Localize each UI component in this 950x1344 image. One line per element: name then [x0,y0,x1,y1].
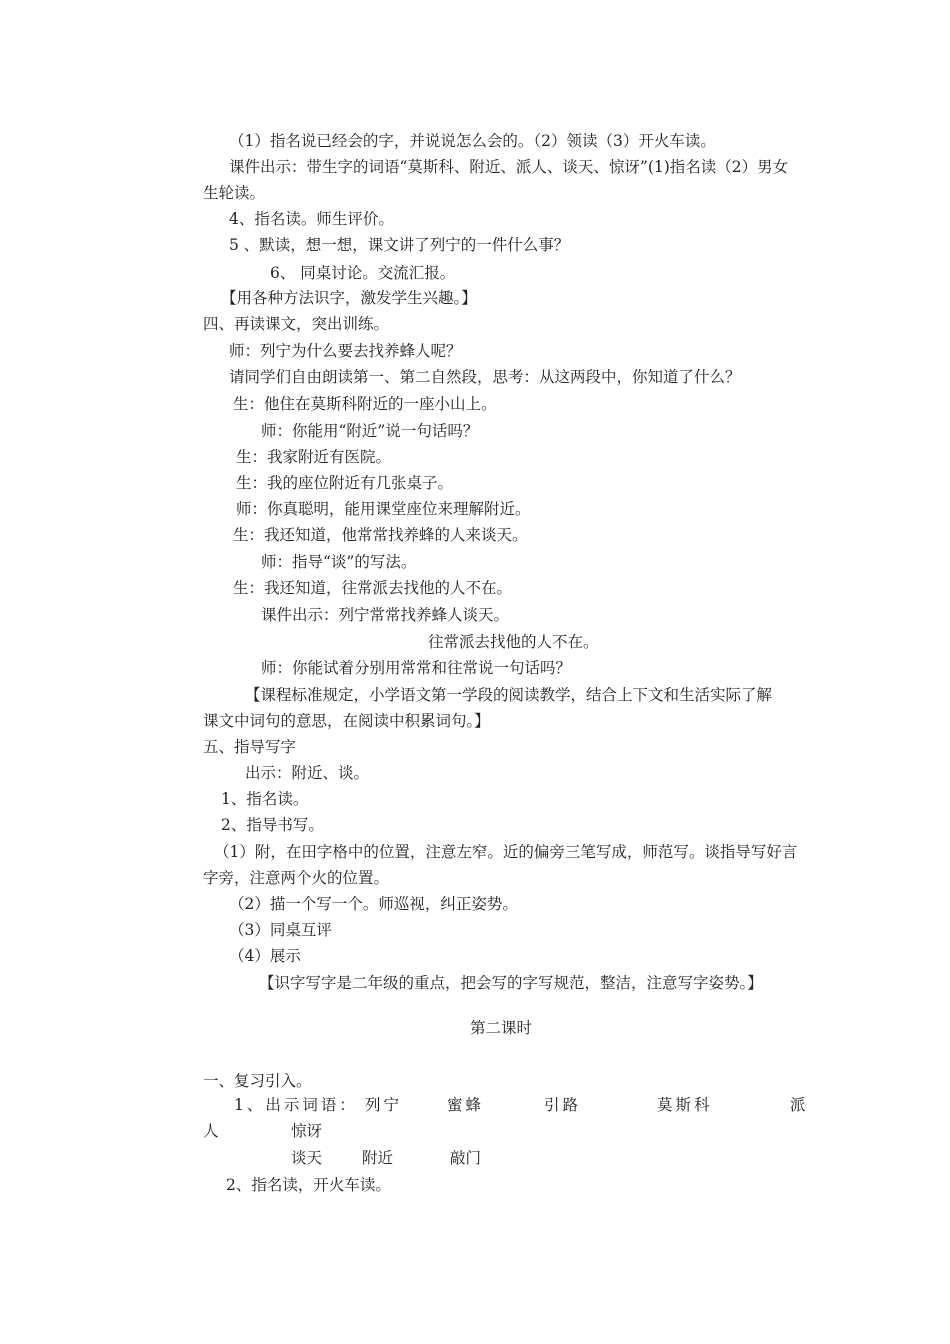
paragraph-line: 生：我还知道，往常派去找他的人不在。 [233,579,513,597]
paragraph-line: 师：指导“谈”的写法。 [261,553,417,571]
paragraph-line: 师：你真聪明，能用课堂座位来理解附近。 [236,500,531,518]
paragraph-line: （2）描一个写一个。师巡视，纠正姿势。 [229,895,518,913]
paragraph-line: 师：你能用“附近”说一句话吗？ [261,422,479,440]
section-heading: 一、复习引入。 [203,1072,312,1090]
paragraph-line: 生：我的座位附近有几张桌子。 [236,474,454,492]
teaching-note: 【用各种方法识字，激发学生兴趣。】 [221,289,477,307]
paragraph-line: （4）展示 [229,947,301,965]
paragraph-line: 师：你能试着分别用常常和往常说一句话吗？ [261,659,572,677]
paragraph-line: 1、指名读。 [221,790,309,808]
paragraph-line: 6、 同桌讨论。交流汇报。 [270,264,456,282]
paragraph-line: 生：我还知道，他常常找养蜂的人来谈天。 [233,526,528,544]
teaching-note: 【课程标准规定，小学语文第一学段的阅读教学，结合上下文和生活实际了解 [245,686,773,704]
paragraph-line: 课件出示：列宁常常找养蜂人谈天。 [261,606,510,624]
paragraph-line: 2、指名读，开火车读。 [226,1176,391,1194]
paragraph-line: 往常派去找他的人不在。 [428,633,599,651]
paragraph-line: 请同学们自由朗读第一、第二自然段，思考：从这两段中，你知道了什么？ [229,368,741,386]
paragraph-line: 生：他住在莫斯科附近的一座小山上。 [233,395,497,413]
paragraph-line: 4、指名读。师生评价。 [229,210,394,228]
section-heading: 五、指导写字 [203,738,297,756]
vocab-word: 派 [790,1096,806,1114]
paragraph-line: （1）附，在田字格中的位置，注意左窄。近的偏旁三笔写成，师范写。谈指导写好言 [214,843,798,861]
teaching-note: 课文中词句的意思，在阅读中积累词句。】 [203,712,490,730]
paragraph-line: （3）同桌互评 [229,921,332,939]
paragraph-line: 课件出示：带生字的词语“莫斯科、附近、派人、谈天、惊讶”(1)指名读（2）男女 [229,158,789,176]
paragraph-line: 生：我家附近有医院。 [236,448,392,466]
vocab-word: 列宁 [365,1096,403,1114]
vocab-word: 附近 [362,1149,394,1167]
vocab-word: 敲门 [450,1149,482,1167]
paragraph-line: 生轮读。 [203,184,266,202]
paragraph-line: 出示：附近、谈。 [245,764,370,782]
lesson-title: 第二课时 [470,1019,533,1037]
paragraph-line: （1）指名说已经会的字，并说说怎么会的。（2）领读（3）开火车读。 [229,132,716,150]
vocab-word: 莫斯科 [657,1096,713,1114]
paragraph-line: 5 、默读，想一想，课文讲了列宁的一件什么事？ [229,236,570,254]
section-heading: 四、再读课文，突出训练。 [203,315,390,333]
paragraph-line: 字旁，注意两个火的位置。 [203,869,390,887]
vocab-word: 谈天 [291,1149,323,1167]
teaching-note: 【识字写字是二年级的重点，把会写的字写规范，整洁，注意写字姿势。】 [259,974,763,992]
vocab-word: 蜜蜂 [447,1096,485,1114]
vocab-word: 引路 [544,1096,582,1114]
paragraph-line: 师：列宁为什么要去找养蜂人呢？ [229,342,462,360]
vocab-lead: 1、出示词语： [234,1096,358,1114]
vocab-word: 惊讶 [291,1122,323,1140]
paragraph-line: 2、指导书写。 [221,816,324,834]
vocab-word: 人 [203,1122,219,1140]
